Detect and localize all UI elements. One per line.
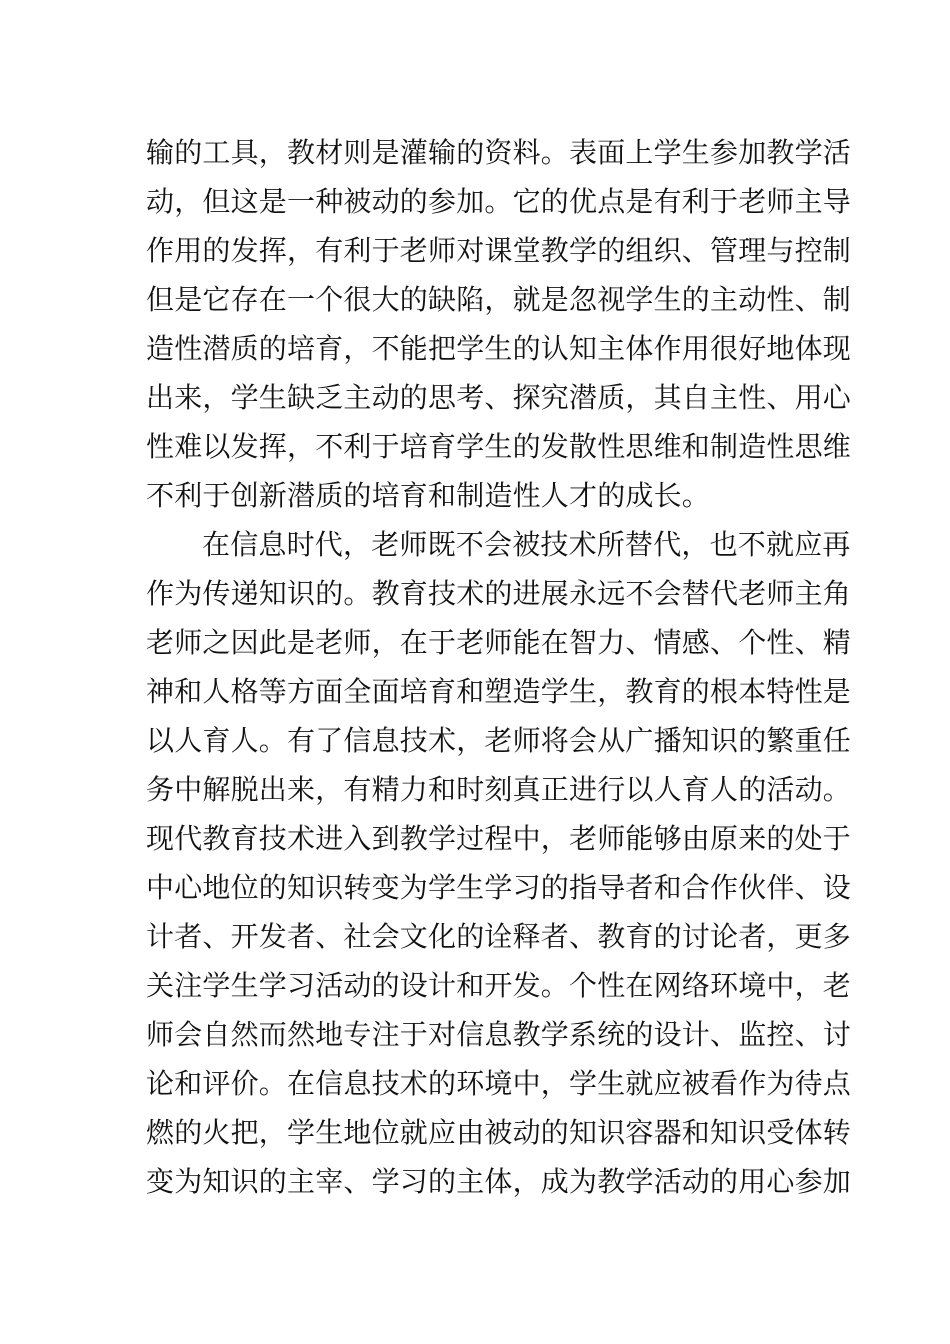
text-line: 老师之因此是老师，在于老师能在智力、情感、个性、精 bbox=[146, 626, 852, 659]
text-line-first-indented: 在信息时代，老师既不会被技术所替代，也不就应再 bbox=[202, 528, 851, 561]
text-line: 关注学生学习活动的设计和开发。个性在网络环境中，老 bbox=[146, 969, 852, 1002]
text-line: 输的工具，教材则是灌输的资料。表面上学生参加教学活 bbox=[146, 136, 852, 169]
text-line: 师会自然而然地专注于对信息教学系统的设计、监控、讨 bbox=[146, 1018, 852, 1051]
text-line: 中心地位的知识转变为学生学习的指导者和合作伙伴、设 bbox=[146, 871, 852, 904]
text-line: 动，但这是一种被动的参加。它的优点是有利于老师主导 bbox=[146, 185, 852, 218]
text-line: 务中解脱出来，有精力和时刻真正进行以人育人的活动。 bbox=[146, 773, 852, 806]
text-line: 变为知识的主宰、学习的主体，成为教学活动的用心参加 bbox=[146, 1165, 852, 1198]
paragraph-2 bbox=[146, 520, 852, 1206]
text-line: 现代教育技术进入到教学过程中，老师能够由原来的处于 bbox=[146, 822, 852, 855]
text-line: 计者、开发者、社会文化的诠释者、教育的讨论者，更多 bbox=[146, 920, 852, 953]
text-line: 作用的发挥，有利于老师对课堂教学的组织、管理与控制 bbox=[146, 234, 852, 267]
text-line: 神和人格等方面全面培育和塑造学生，教育的根本特性是 bbox=[146, 675, 852, 708]
text-line: 论和评价。在信息技术的环境中，学生就应被看作为待点 bbox=[146, 1067, 852, 1100]
text-line: 作为传递知识的。教育技术的进展永远不会替代老师主角 bbox=[146, 577, 852, 610]
text-line: 性难以发挥，不利于培育学生的发散性思维和制造性思维 bbox=[146, 430, 852, 463]
paragraph-1 bbox=[146, 128, 852, 520]
text-line: 不利于创新潜质的培育和制造性人才的成长。 bbox=[146, 479, 711, 512]
document-body bbox=[146, 128, 852, 1206]
text-line: 造性潜质的培育，不能把学生的认知主体作用很好地体现 bbox=[146, 332, 852, 365]
text-line: 出来，学生缺乏主动的思考、探究潜质，其自主性、用心 bbox=[146, 381, 852, 414]
text-line: 燃的火把，学生地位就应由被动的知识容器和知识受体转 bbox=[146, 1116, 852, 1149]
text-line: 但是它存在一个很大的缺陷，就是忽视学生的主动性、制 bbox=[146, 283, 852, 316]
text-line: 以人育人。有了信息技术，老师将会从广播知识的繁重任 bbox=[146, 724, 852, 757]
